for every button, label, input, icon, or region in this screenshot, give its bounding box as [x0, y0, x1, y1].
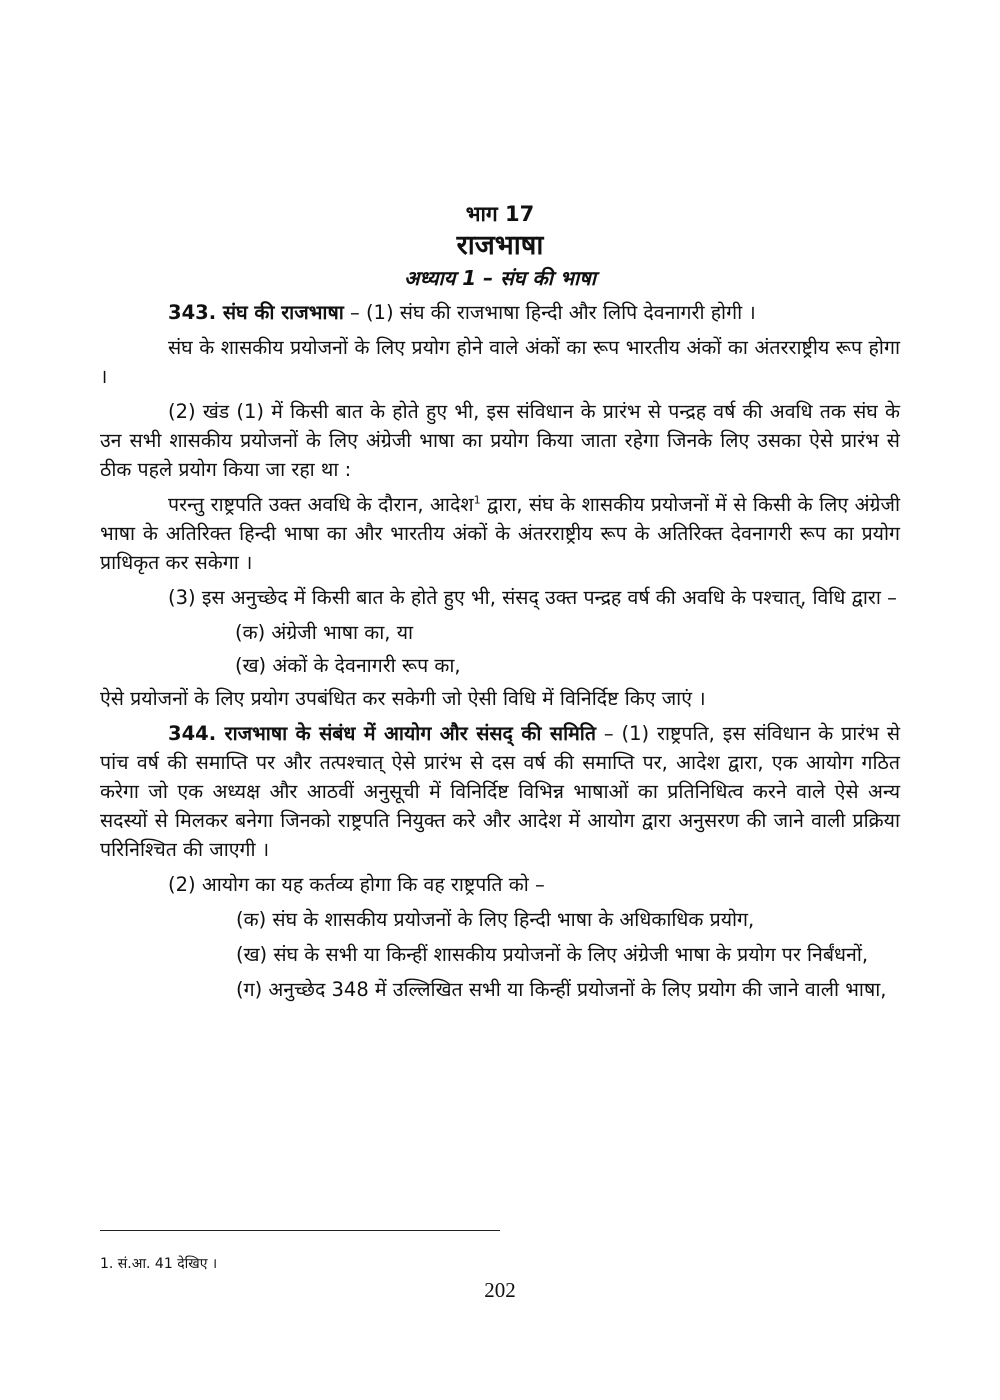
article-343-clause-2: (2) खंड (1) में किसी बात के होते हुए भी, इस संविधान के प्रारंभ से पन्द्रह वर्ष की अवधि तक संघ के उन सभी शासकीय प्रयोजनों के लिए अंग्रेजी भाषा का प्रयोग किया जाता रहेगा जिनके लिए उसका ऐसे प्रारंभ से ठीक पहले प्रयोग किया जा रहा था :	[100, 400, 900, 481]
article-343-proviso	[100, 490, 900, 577]
page-body	[100, 200, 900, 1010]
article-343-item-ka: (क) अंग्रेजी भाषा का, या	[235, 621, 414, 644]
article-343-clause-3: (3) इस अनुच्छेद में किसी बात के होते हुए भी, संसद् उक्त पन्द्रह वर्ष की अवधि के पश्चात्, विधि द्वारा –	[168, 586, 897, 609]
article-344-clause-2: (2) आयोग का यह कर्तव्य होगा कि वह राष्ट्रपति को –	[168, 873, 545, 896]
page-number: 202	[484, 1278, 516, 1302]
article-344-item-ka: (क) संघ के शासकीय प्रयोजनों के लिए हिन्दी भाषा के अधिकाधिक प्रयोग,	[236, 908, 755, 931]
article-344-heading: 344. राजभाषा के संबंध में आयोग और संसद् की समिति	[168, 722, 596, 745]
article-344-item-kha: (ख) संघ के सभी या किन्हीं शासकीय प्रयोजनों के लिए अंग्रेजी भाषा के प्रयोग पर निर्बंधनों,	[236, 943, 869, 966]
footnote: 1. सं.आ. 41 देखिए ।	[100, 1256, 218, 1272]
footnote-divider	[100, 1230, 500, 1231]
footnote-marker: 1	[473, 493, 481, 507]
part-title: राजभाषा	[456, 230, 544, 261]
part-number: भाग 17	[465, 202, 535, 226]
article-343-para-2: संघ के शासकीय प्रयोजनों के लिए प्रयोग होने वाले अंकों का रूप भारतीय अंकों का अंतरराष्ट्रीय रूप होगा ।	[100, 336, 900, 388]
article-343-text: – (1) संघ की राजभाषा हिन्दी और लिपि देवनागरी होगी ।	[343, 301, 756, 324]
article-344-text: – (1) राष्ट्रपति, इस संविधान के प्रारंभ से पांच वर्ष की समाप्ति पर और तत्पश्चात् ऐसे प्रारंभ से दस वर्ष की समाप्ति पर, आदेश द्वारा, एक आयोग गठित करेगा जो एक अध्यक्ष और आठवीं अनुसूची में विनिर्दिष्ट विभिन्न भाषाओं का प्रतिनिधित्व करने वाले ऐसे अन्य सदस्यों से मिलकर बनेगा जिनको राष्ट्रपति नियुक्त करे और आदेश में आयोग द्वारा अनुसरण की जाने वाली प्रक्रिया परिनिश्चित की जाएगी ।	[100, 722, 901, 861]
article-344-item-ga: (ग) अनुच्छेद 348 में उल्लिखित सभी या किन्हीं प्रयोजनों के लिए प्रयोग की जाने वाली भाषा,	[236, 978, 887, 1001]
chapter-title: अध्याय 1 – संघ की भाषा	[404, 266, 596, 290]
article-344-para-1	[100, 719, 900, 864]
article-343-closing: ऐसे प्रयोजनों के लिए प्रयोग उपबंधित कर सकेगी जो ऐसी विधि में विनिर्दिष्ट किए जाएं ।	[100, 687, 706, 710]
article-343-para-1	[100, 298, 900, 327]
article-343-heading: 343. संघ की राजभाषा	[168, 301, 344, 324]
proviso-text-b: द्वारा, संघ के शासकीय प्रयोजनों में से किसी के लिए अंग्रेजी भाषा के अतिरिक्त हिन्दी भाषा का और भारतीय अंकों के अंतरराष्ट्रीय रूप के अतिरिक्त देवनागरी रूप का प्रयोग प्राधिकृत कर सकेगा ।	[100, 493, 900, 574]
proviso-text-a: परन्तु राष्ट्रपति उक्त अवधि के दौरान, आदेश	[168, 493, 474, 516]
article-343-item-kha: (ख) अंकों के देवनागरी रूप का,	[235, 654, 461, 677]
